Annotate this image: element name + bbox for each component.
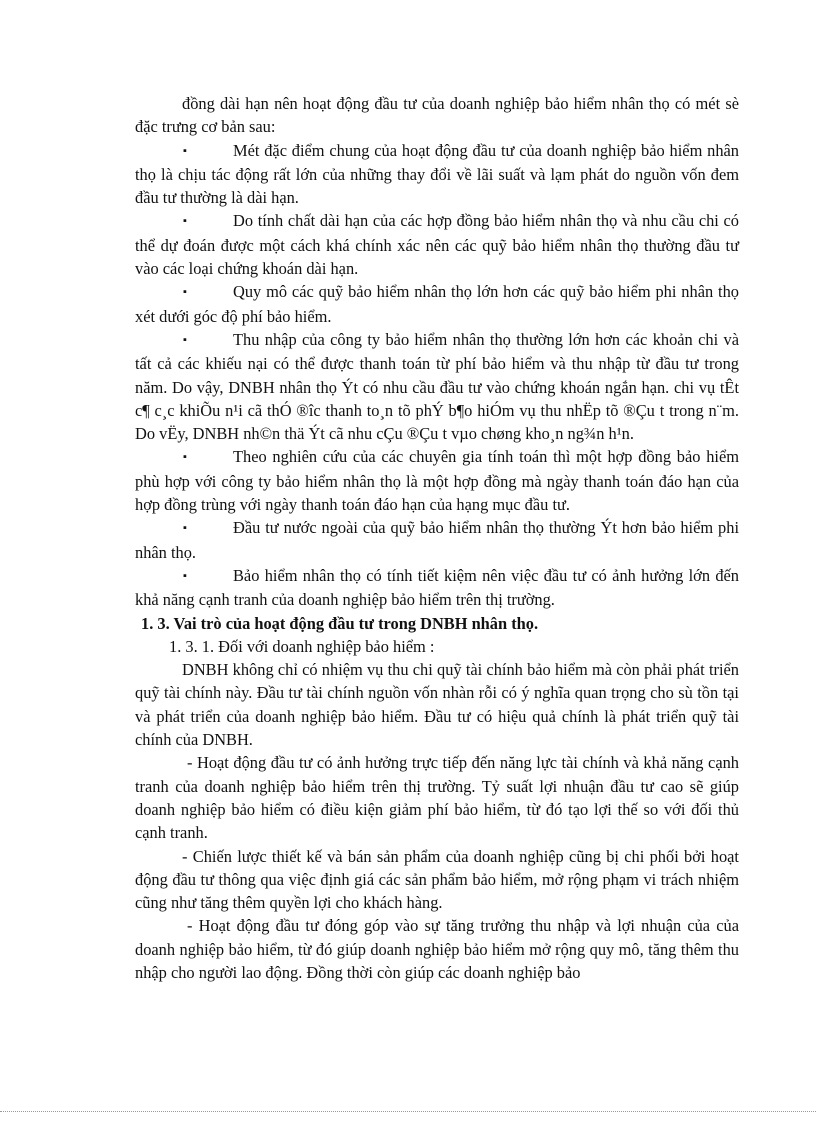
bullet-item (135, 445, 739, 516)
bullet-marker: ▪ (183, 333, 187, 346)
section-heading: 1. 3. Vai trò của hoạt động đầu tư trong DNBH nhân thọ. (141, 613, 539, 633)
bullet-marker: ▪ (183, 569, 187, 582)
document-body (135, 92, 739, 984)
bullet-text: Thu nhập của công ty bảo hiểm nhân thọ thường lớn hơn các khoản chi và tất cả các khiếu nại có thể được thanh toán từ phí bảo hiểm và thu nhập từ đầu tư trong năm. Do vậy, DNBH nhân thọ Ýt có nhu cầu đầu tư vào chứng khoán ngắn hạn. chi vụ tÊt c¶ c¸c khiÕu n¹i cã thÓ ®îc thanh to¸n tõ phÝ b¶o hiÓm vụ thu nhËp tõ ®Çu t trong n¨m. Do vËy, DNBH nh©n thä Ýt cã nhu cÇu ®Çu t vµo chøng kho¸n ng¾n h¹n. (135, 329, 739, 444)
bullet-text: Theo nghiên cứu của các chuyên gia tính toán thì một hợp đồng bảo hiểm phù hợp với công ty bảo hiểm nhân thọ là một hợp đồng mà ngày thanh toán đáo hạn của hợp đồng trùng với ngày thanh toán đáo hạn của hạng mục đầu tư. (135, 447, 739, 515)
bullet-item (135, 328, 739, 445)
paragraph-intro: đồng dài hạn nên hoạt động đầu tư của doanh nghiệp bảo hiểm nhân thọ có mét sè đặc trưng cơ bản sau: (135, 94, 739, 137)
bullet-text: Quy mô các quỹ bảo hiểm nhân thọ lớn hơn các quỹ bảo hiểm phi nhân thọ xét dưới góc độ phí bảo hiểm. (135, 282, 739, 326)
dash-paragraph: - Hoạt động đầu tư có ảnh hưởng trực tiếp đến năng lực tài chính và khả năng cạnh tranh của doanh nghiệp bảo hiểm trên thị trường. Tỷ suất lợi nhuận đầu tư cao sẽ giúp doanh nghiệp bảo hiểm có điều kiện giảm phí bảo hiểm, từ đó tạo lợi thế so với đối thủ cạnh tranh. (135, 753, 739, 843)
bullet-marker: ▪ (183, 215, 187, 228)
paragraph: DNBH không chỉ có nhiệm vụ thu chi quỹ tài chính bảo hiểm mà còn phải phát triển quỹ tài chính này. Đầu tư tài chính nguồn vốn nhàn rỗi có ý nghĩa quan trọng cho sù tồn tại và phát triển của doanh nghiệp bảo hiểm. Đầu tư có hiệu quả chính là phát triển quỹ tài chính của DNBH. (135, 660, 739, 750)
bullet-item (135, 209, 739, 280)
bullet-text: Đầu tư nước ngoài của quỹ bảo hiểm nhân thọ thường Ýt hơn bảo hiểm phi nhân thọ. (135, 518, 739, 562)
bullet-text: Bảo hiểm nhân thọ có tính tiết kiệm nên việc đầu tư có ảnh hưởng lớn đến khả năng cạnh tranh của doanh nghiệp bảo hiểm trên thị trường. (135, 565, 739, 610)
bullet-text: Mét đặc điểm chung của hoạt động đầu tư của doanh nghiệp bảo hiểm nhân thọ là chịu tác động rất lớn của những thay đổi về lãi suất và lạm phát do nguồn vốn đem đầu tư thường là dài hạn. (135, 140, 739, 208)
bullet-item (135, 139, 739, 210)
bullet-item (135, 516, 739, 564)
dash-paragraph: - Chiến lược thiết kế và bán sản phẩm của doanh nghiệp cũng bị chi phối bởi hoạt động đầu tư thông qua việc định giá các sản phẩm bảo hiểm, mở rộng phạm vi trách nhiệm cũng như tăng thêm quyền lợi cho khách hàng. (135, 846, 739, 913)
bullet-text: Do tính chất dài hạn của các hợp đồng bảo hiểm nhân thọ và nhu cầu chi có thể dự đoán được một cách khá chính xác nên các quỹ bảo hiểm nhân thọ thường đầu tư vào các loại chứng khoán dài hạn. (135, 211, 739, 279)
bullet-marker: ▪ (183, 451, 187, 464)
bullet-marker: ▪ (183, 144, 187, 157)
bullet-item (135, 280, 739, 328)
bullet-marker: ▪ (183, 286, 187, 299)
subsection-heading: 1. 3. 1. Đối với doanh nghiệp bảo hiểm : (169, 636, 435, 656)
bullet-item (135, 564, 739, 612)
dash-paragraph: - Hoạt động đầu tư đóng góp vào sự tăng trưởng thu nhập và lợi nhuận của của doanh nghiệp bảo hiểm, từ đó giúp doanh nghiệp bảo hiểm mở rộng quy mô, tăng thêm thu nhập cho người lao động. Đồng thời còn giúp các doanh nghiệp bảo (135, 916, 739, 982)
bullet-marker: ▪ (183, 522, 187, 535)
page-bottom-rule (0, 1111, 816, 1112)
